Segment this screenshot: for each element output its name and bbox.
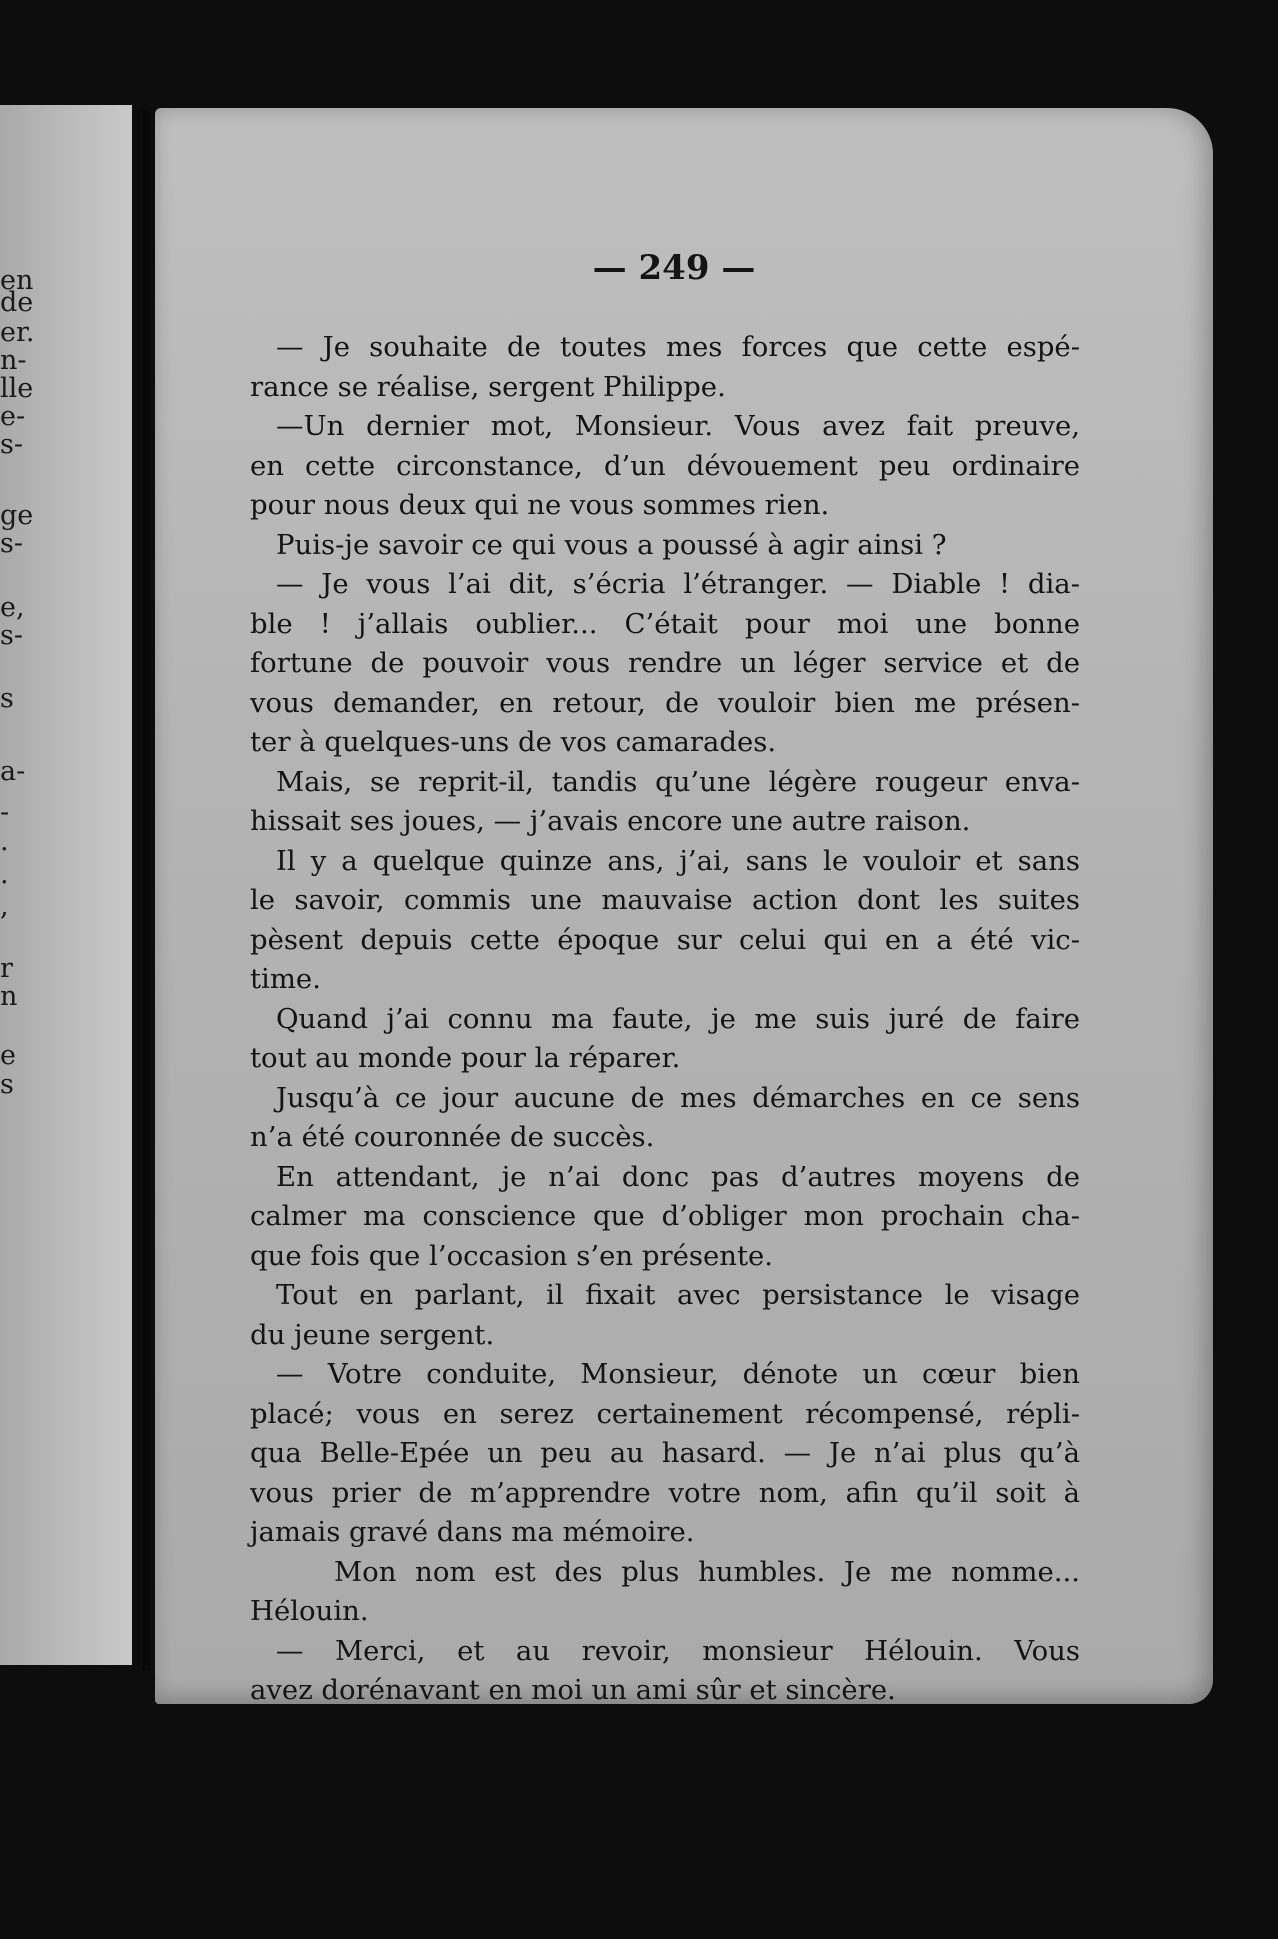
text-line: pèsent depuis cette époque sur celui qui en a été vic- — [250, 923, 1080, 956]
facing-page-fragment: s — [0, 1069, 14, 1100]
facing-page-fragment: s — [0, 683, 14, 714]
text-line: Tout en parlant, il fixait avec persistance le visage — [276, 1279, 1080, 1311]
text-line: n’a été couronnée de succès. — [250, 1121, 655, 1153]
text-line: avez dorénavant en moi un ami sûr et sincère. — [250, 1674, 896, 1706]
text-line: En attendant, je n’ai donc pas d’autres moyens de — [276, 1160, 1080, 1193]
text-line: — Je souhaite de toutes mes forces que cette espé- — [276, 331, 1080, 363]
text-line: calmer ma conscience que d’obliger mon prochain cha- — [250, 1200, 1080, 1232]
text-line: vous demander, en retour, de vouloir bien me présen- — [250, 686, 1080, 719]
text-line: pour nous deux qui ne vous sommes rien. — [250, 489, 830, 521]
text-line: du jeune sergent. — [250, 1318, 495, 1351]
facing-page-fragment: s- — [0, 528, 23, 559]
text-line: rance se réalise, sergent Philippe. — [250, 370, 726, 403]
text-line: — Votre conduite, Monsieur, dénote un cœur bien — [276, 1358, 1080, 1390]
text-line: — Je vous l’ai dit, s’écria l’étranger. — Diable ! dia- — [276, 568, 1080, 600]
facing-page-fragment: r — [0, 953, 13, 984]
text-line: en cette circonstance, d’un dévouement peu ordinaire — [250, 449, 1080, 482]
facing-page-fragment: n — [0, 981, 18, 1012]
page-gutter — [142, 110, 150, 1670]
facing-page-fragment: e — [0, 1040, 16, 1071]
facing-page-fragment: ge — [0, 500, 34, 531]
text-line: Jusqu’à ce jour aucune de mes démarches en ce sens — [276, 1081, 1080, 1114]
facing-page-fragment: . — [0, 859, 9, 890]
text-line: ter à quelques-uns de vos camarades. — [250, 726, 777, 758]
facing-page-fragment: lle — [0, 373, 34, 404]
facing-page-fragment: , — [0, 891, 9, 922]
text-line: —Un dernier mot, Monsieur. Vous avez fait preuve, — [276, 410, 1080, 442]
facing-page-fragment: s- — [0, 429, 23, 460]
facing-page-fragment: - — [0, 797, 10, 828]
text-line: Puis-je savoir ce qui vous a poussé à agir ainsi ? — [276, 528, 947, 561]
facing-page-fragment: e, — [0, 592, 25, 623]
text-line: qua Belle-Epée un peu au hasard. — Je n’ai plus qu’à — [250, 1437, 1080, 1469]
facing-page-fragment: s- — [0, 620, 23, 651]
text-line: Mais, se reprit-il, tandis qu’une légère rougeur enva- — [276, 765, 1080, 798]
facing-page-edge — [0, 105, 132, 1665]
text-line: Hélouin. — [250, 1595, 369, 1627]
text-line: Mon nom est des plus humbles. Je me nomme... — [334, 1555, 1080, 1588]
text-line: ble ! j’allais oublier... C’était pour moi une bonne — [250, 607, 1080, 640]
text-line: que fois que l’occasion s’en présente. — [250, 1239, 774, 1272]
page-number: — 249 — — [592, 248, 756, 288]
text-line: vous prier de m’apprendre votre nom, afin qu’il soit à — [250, 1476, 1080, 1509]
text-line: time. — [250, 963, 321, 995]
text-line: jamais gravé dans ma mémoire. — [250, 1516, 695, 1548]
book-page — [155, 108, 1213, 1704]
facing-page-fragment: a- — [0, 756, 26, 787]
text-line: hissait ses joues, — j’avais encore une autre raison. — [250, 805, 971, 837]
text-line: — Merci, et au revoir, monsieur Hélouin. Vous — [276, 1634, 1080, 1667]
facing-page-fragment: . — [0, 826, 9, 857]
text-line: Quand j’ai connu ma faute, je me suis juré de faire — [276, 1002, 1080, 1035]
text-line: tout au monde pour la réparer. — [250, 1042, 681, 1074]
facing-page-fragment: er. — [0, 317, 35, 348]
text-line: Il y a quelque quinze ans, j’ai, sans le vouloir et sans — [276, 844, 1080, 877]
text-line: placé; vous en serez certainement récompensé, répli- — [250, 1397, 1080, 1430]
body-text — [250, 328, 1080, 1711]
facing-page-fragment: de — [0, 287, 34, 318]
text-line: fortune de pouvoir vous rendre un léger service et de — [250, 647, 1080, 679]
text-line: le savoir, commis une mauvaise action dont les suites — [250, 884, 1080, 916]
facing-page-fragment: n- — [0, 345, 27, 376]
facing-page-fragment: en — [0, 265, 34, 296]
facing-page-fragment: e- — [0, 401, 26, 432]
